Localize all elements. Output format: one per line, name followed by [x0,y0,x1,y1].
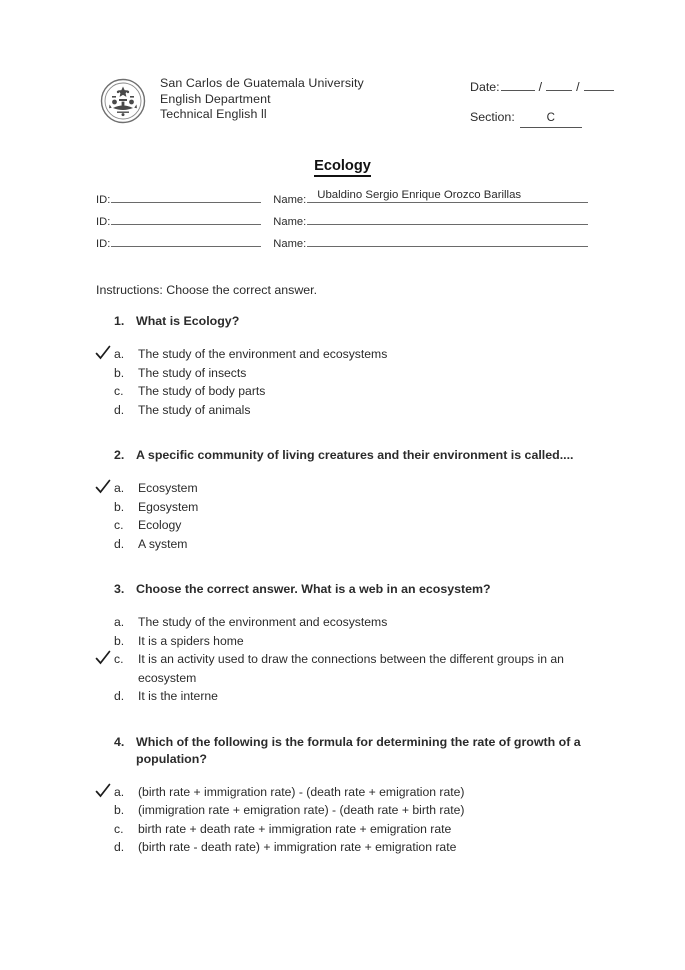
header-meta-block [470,78,615,128]
student-info-row [96,235,588,257]
option-text: Egosystem [138,499,199,514]
checkmark-icon [94,344,112,362]
id-input[interactable] [111,191,261,203]
institution-block [160,76,364,123]
id-input[interactable] [111,213,261,225]
questions-list [96,313,596,885]
option-row[interactable] [96,345,596,364]
question-heading [96,313,596,330]
checkmark-icon [94,478,112,496]
option-text: (birth rate - death rate) + immigration rate + emigration rate [138,840,457,854]
question-item [96,581,596,706]
date-separator-1: / [538,80,543,94]
question-item [96,313,596,419]
option-letter: d. [114,536,125,551]
question-number: 3. [114,582,125,596]
option-text: The study of body parts [138,384,266,398]
department-name: English Department [160,91,271,106]
option-text: It is the interne [138,689,218,703]
option-text: The study of animals [138,402,251,417]
question-text: A specific community of living creatures and their environment is called.... [136,448,574,462]
options-list [96,479,596,553]
options-list [96,783,596,857]
date-day-blank[interactable] [501,78,535,91]
option-row[interactable] [96,401,596,420]
name-input[interactable] [307,213,588,225]
question-item [96,447,596,553]
document-header [100,76,600,124]
option-row[interactable] [96,801,596,820]
option-letter: b. [114,803,125,817]
option-row[interactable] [96,364,596,383]
id-label: ID: [96,194,111,206]
question-heading [96,734,596,768]
option-letter: b. [114,499,125,514]
option-row[interactable] [96,820,596,839]
question-heading [96,581,596,598]
student-info-rows [96,191,588,257]
id-label: ID: [96,216,111,228]
date-year-blank[interactable] [584,78,614,91]
instructions-text: Instructions: Choose the correct answer. [96,283,318,297]
question-text: Choose the correct answer. What is a web in an ecosystem? [136,582,491,596]
option-row[interactable] [96,650,596,687]
question-number: 4. [114,734,125,749]
page-title [0,158,685,174]
option-row[interactable] [96,838,596,857]
option-text: It is an activity used to draw the connections between the different groups in an ecosystem [138,652,564,685]
option-text: The study of the environment and ecosystems [138,615,388,629]
option-letter: c. [114,821,124,836]
checkmark-icon [94,782,112,800]
option-text: Ecology [138,518,182,532]
option-text: A system [138,536,188,551]
section-value[interactable]: C [520,111,582,129]
option-letter: c. [114,384,124,398]
option-letter: d. [114,840,125,854]
option-row[interactable] [96,687,596,706]
question-text: Which of the following is the formula for determining the rate of growth of a population? [136,734,581,766]
option-letter: b. [114,365,125,380]
question-item [96,734,596,857]
option-text: The study of the environment and ecosystems [138,347,388,361]
option-text: (birth rate + immigration rate) - (death rate + emigration rate) [138,784,465,799]
option-letter: c. [114,518,124,532]
option-row[interactable] [96,535,596,554]
question-heading [96,447,596,464]
option-row[interactable] [96,479,596,498]
name-label: Name: [273,238,307,250]
checkmark-icon [94,649,112,667]
option-text: The study of insects [138,365,247,380]
option-text: Ecosystem [138,481,198,495]
name-value: Ubaldino Sergio Enrique Orozco Barillas [317,189,522,201]
option-row[interactable] [96,516,596,535]
section-field[interactable] [470,110,615,129]
option-letter: d. [114,402,125,417]
date-month-blank[interactable] [546,78,572,91]
page-title-text: Ecology [314,158,371,177]
name-input[interactable] [307,235,588,247]
option-letter: a. [114,347,125,361]
id-input[interactable] [111,235,261,247]
options-list [96,613,596,706]
date-label: Date: [470,80,500,94]
option-letter: d. [114,689,125,703]
question-number: 2. [114,448,125,462]
option-text: It is a spiders home [138,633,244,648]
institution-name: San Carlos de Guatemala University [160,76,364,90]
option-text: birth rate + death rate + immigration rate + emigration rate [138,821,452,836]
question-text: What is Ecology? [136,314,240,328]
name-label: Name: [273,216,307,228]
option-row[interactable] [96,498,596,517]
date-separator-2: / [576,80,580,94]
name-input[interactable] [307,191,588,203]
option-letter: b. [114,633,125,648]
option-text: (immigration rate + emigration rate) - (death rate + birth rate) [138,803,465,817]
option-row[interactable] [96,783,596,802]
name-label: Name: [273,194,307,206]
option-letter: a. [114,615,125,629]
options-list [96,345,596,419]
student-info-row [96,213,588,235]
student-info-row [96,191,588,213]
university-seal-icon [100,78,146,124]
option-letter: a. [114,784,125,799]
option-letter: c. [114,652,124,666]
option-letter: a. [114,481,125,495]
option-row[interactable] [96,613,596,632]
option-row[interactable] [96,632,596,651]
question-number: 1. [114,314,125,328]
option-row[interactable] [96,382,596,401]
id-label: ID: [96,238,111,250]
date-field[interactable] [470,78,615,96]
section-label: Section: [470,109,515,124]
course-name: Technical English ll [160,107,267,122]
